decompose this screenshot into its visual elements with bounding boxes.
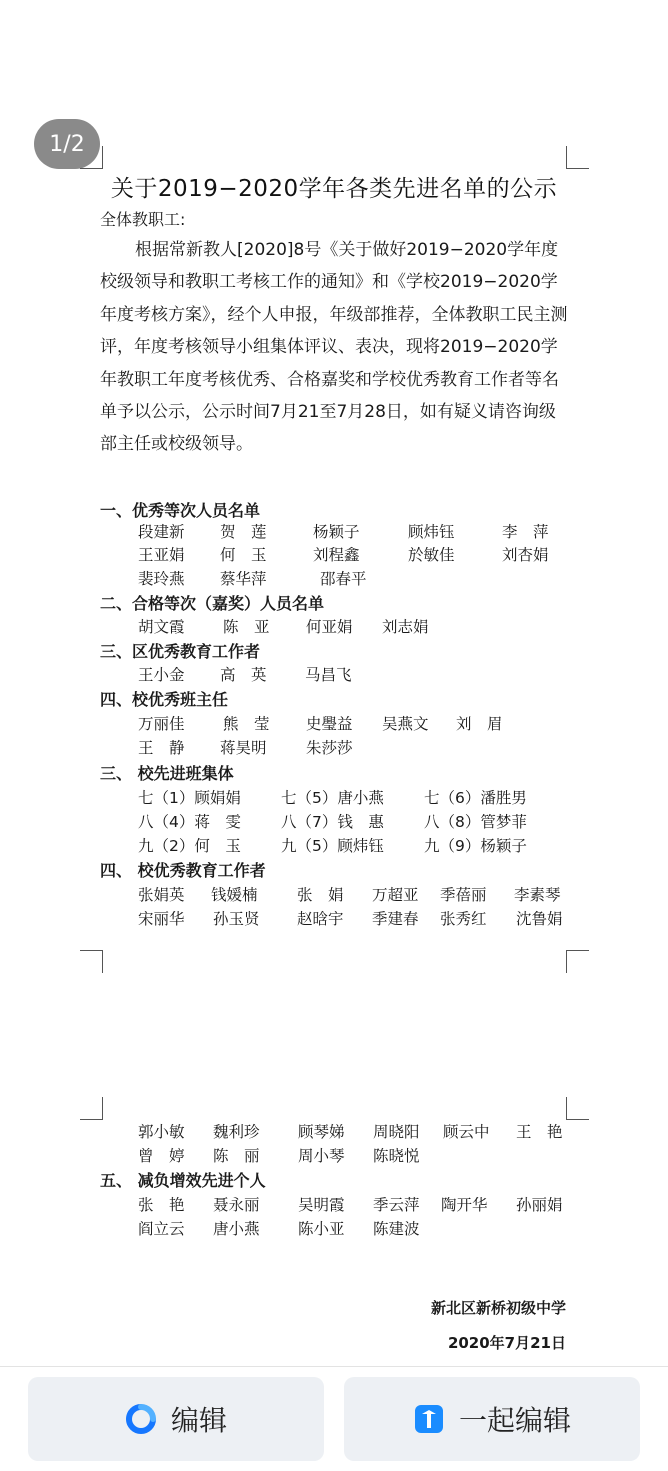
name: 王 静 (138, 739, 185, 757)
name: 朱莎莎 (306, 739, 353, 757)
name: 魏利珍 (213, 1123, 260, 1141)
name: 顾琴娣 (298, 1123, 345, 1141)
name: 孙玉贤 (213, 910, 260, 928)
name: 蔡华萍 (220, 570, 267, 588)
section-heading: 三、区优秀教育工作者 (100, 642, 261, 661)
name: 八（7）钱 惠 (281, 813, 384, 831)
name: 八（8）管梦菲 (424, 813, 527, 831)
name: 马昌飞 (305, 666, 352, 684)
section-heading: 三、 校先进班集体 (100, 764, 234, 783)
name: 九（9）杨颖子 (424, 837, 527, 855)
name: 何亚娟 (306, 618, 353, 636)
name: 刘志娟 (382, 618, 429, 636)
name: 陈 丽 (213, 1147, 260, 1165)
name: 孙丽娟 (516, 1196, 563, 1214)
name: 赵晗宇 (297, 910, 344, 928)
name: 钱媛楠 (211, 886, 258, 904)
name: 周晓阳 (373, 1123, 420, 1141)
name: 七（1）顾娟娟 (138, 789, 241, 807)
name: 张娟英 (138, 886, 185, 904)
name: 胡文霞 (138, 618, 185, 636)
name: 陈晓悦 (373, 1147, 420, 1165)
co-edit-button[interactable] (344, 1377, 640, 1461)
edit-icon (125, 1403, 157, 1435)
name: 曾 婷 (138, 1147, 185, 1165)
name: 九（5）顾炜钰 (281, 837, 384, 855)
edit-label: 编辑 (170, 1404, 227, 1437)
name: 顾炜钰 (408, 523, 455, 541)
name: 陈小亚 (298, 1220, 345, 1238)
section-heading: 四、 校优秀教育工作者 (100, 861, 266, 880)
name: 季建春 (372, 910, 419, 928)
name: 张秀红 (440, 910, 487, 928)
name: 周小琴 (298, 1147, 345, 1165)
name: 刘 眉 (456, 715, 503, 733)
name: 李素琴 (514, 886, 561, 904)
crop-mark-top-right (566, 1097, 589, 1120)
signature-school: 新北区新桥初级中学 (430, 1299, 566, 1317)
bottom-toolbar (0, 1366, 668, 1471)
name: 李 萍 (502, 523, 549, 541)
name: 刘杏娟 (502, 546, 549, 564)
crop-mark-bottom-left (80, 950, 103, 973)
section-heading: 一、优秀等次人员名单 (100, 501, 261, 520)
name: 顾云中 (443, 1123, 490, 1141)
name: 熊 莹 (223, 715, 270, 733)
name: 邵春平 (320, 570, 367, 588)
name: 王小金 (138, 666, 185, 684)
name: 万超亚 (372, 886, 419, 904)
document-title: 关于2019−2020学年各类先进名单的公示 (110, 176, 558, 202)
name: 裴玲燕 (138, 570, 185, 588)
name: 史璺益 (306, 715, 353, 733)
name: 聂永丽 (213, 1196, 260, 1214)
name: 王 艳 (516, 1123, 563, 1141)
name: 吴明霞 (298, 1196, 345, 1214)
name: 季云萍 (373, 1196, 420, 1214)
name: 吴燕文 (382, 715, 429, 733)
section-heading: 四、校优秀班主任 (100, 690, 229, 709)
name: 八（4）蒋 雯 (138, 813, 241, 831)
name: 王亚娟 (138, 546, 185, 564)
name: 贺 莲 (220, 523, 267, 541)
name: 沈鲁娟 (516, 910, 563, 928)
name: 季蓓丽 (440, 886, 487, 904)
name: 郭小敏 (138, 1123, 185, 1141)
crop-mark-top-left (80, 146, 103, 169)
name: 段建新 (138, 523, 185, 541)
name: 七（5）唐小燕 (281, 789, 384, 807)
edit-button[interactable] (28, 1377, 324, 1461)
intro-paragraph: 根据常新教人[2020]8号《关于做好2019−2020学年度校级领导和教职工考核工作的通知》和《学校2019−2020学年度考核方案》，经个人申报，年级部推荐，全体教职工民主测评，年度考核领导小组集体评议、表决，现将2019−2020学年教职工年度考核优秀、合格嘉奖和学校优秀教育工作者等名单予以公示，公示时间7月21至7月28日，如有疑义请咨询级部主任或校级领导。 (100, 240, 568, 455)
name: 张 艳 (138, 1196, 185, 1214)
name: 阎立云 (138, 1220, 185, 1238)
crop-mark-bottom-right (566, 950, 589, 973)
name: 唐小燕 (213, 1220, 260, 1238)
name: 何 玉 (220, 546, 267, 564)
name: 陶开华 (441, 1196, 488, 1214)
name: 七（6）潘胜男 (424, 789, 527, 807)
co-edit-label: 一起编辑 (458, 1404, 571, 1437)
signature-date: 2020年7月21日 (447, 1334, 566, 1352)
page-badge[interactable]: 1/2 (34, 119, 100, 169)
name: 刘程鑫 (313, 546, 360, 564)
crop-mark-top-right (566, 146, 589, 169)
section-heading: 五、 减负增效先进个人 (100, 1171, 266, 1190)
name: 杨颖子 (313, 523, 360, 541)
name: 高 英 (220, 666, 267, 684)
name: 陈 亚 (223, 618, 270, 636)
co-edit-icon (413, 1403, 445, 1435)
name: 陈建波 (373, 1220, 420, 1238)
name: 於敏佳 (408, 546, 455, 564)
salutation: 全体教职工: (100, 210, 186, 229)
name: 宋丽华 (138, 910, 185, 928)
name: 万丽佳 (138, 715, 185, 733)
section-heading: 二、合格等次（嘉奖）人员名单 (100, 594, 325, 613)
name: 九（2）何 玉 (138, 837, 241, 855)
name: 蒋昊明 (220, 739, 267, 757)
name: 张 娟 (297, 886, 344, 904)
crop-mark-top-left (80, 1097, 103, 1120)
